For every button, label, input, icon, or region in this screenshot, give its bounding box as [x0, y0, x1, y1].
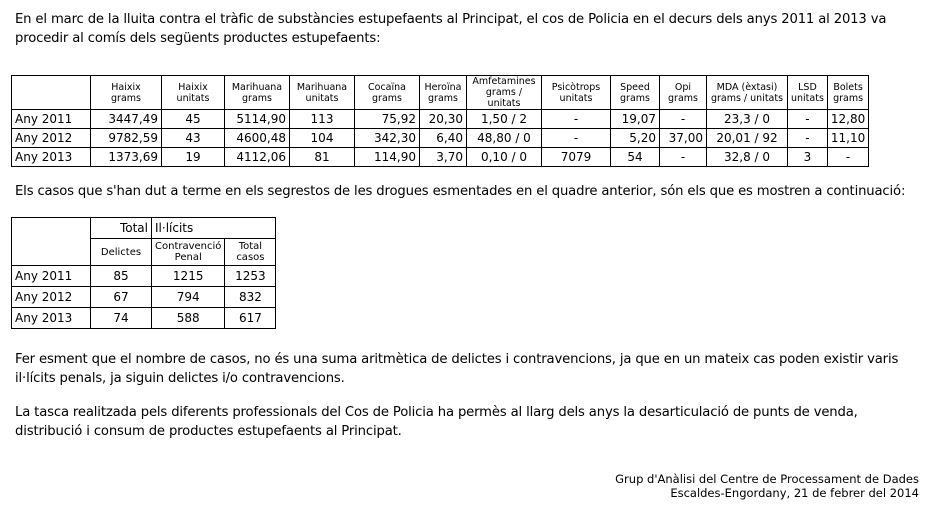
- table-cell: 20,01 / 92: [707, 129, 788, 148]
- table-cell: 85: [91, 266, 152, 287]
- col-header: Opi grams: [660, 76, 707, 110]
- table-row: [12, 129, 869, 148]
- corner-cell: [12, 218, 91, 266]
- table-row: [12, 148, 869, 167]
- table-cell: 19: [162, 148, 225, 167]
- footer-line-2: Escaldes-Engordany, 21 de febrer del 2014: [670, 486, 919, 500]
- col-header: Marihuana grams: [225, 76, 290, 110]
- table-cell: 4600,48: [225, 129, 290, 148]
- row-label: Any 2011: [12, 110, 91, 129]
- col-header-contravencio: Contravenció Penal: [152, 239, 225, 266]
- col-header: LSD unitats: [788, 76, 828, 110]
- col-header: MDA (èxtasi) grams / unitats: [707, 76, 788, 110]
- conclusion-paragraph: La tasca realitzada pels diferents professionals del Cos de Policia ha permès al llarg dels anys la desarticulació de punts de venda, distribució i consum de productes estupefaents al Principat.: [15, 405, 858, 439]
- table-cell: 113: [290, 110, 355, 129]
- table-cell: 32,8 / 0: [707, 148, 788, 167]
- group-header-illicit: Il·lícits: [152, 218, 276, 239]
- table-row: [12, 308, 276, 329]
- table-cell: 588: [152, 308, 225, 329]
- col-header: Psicòtrops unitats: [542, 76, 611, 110]
- col-header: Marihuana unitats: [290, 76, 355, 110]
- row-label: Any 2012: [12, 129, 91, 148]
- col-header: Haixix grams: [91, 76, 162, 110]
- col-header: Bolets grams: [827, 76, 868, 110]
- table-cell: 43: [162, 129, 225, 148]
- col-header: Cocaïna grams: [355, 76, 420, 110]
- col-header: Speed grams: [611, 76, 660, 110]
- table-cell: -: [542, 110, 611, 129]
- table-cell: 1215: [152, 266, 225, 287]
- col-header-delictes: Delictes: [91, 239, 152, 266]
- row-label: Any 2011: [12, 266, 91, 287]
- table-cell: -: [788, 110, 828, 129]
- row-label: Any 2013: [12, 148, 91, 167]
- table-cell: 5,20: [611, 129, 660, 148]
- footer-signature: [615, 472, 919, 500]
- table-cell: 20,30: [420, 110, 467, 129]
- seizures-table: [11, 75, 869, 167]
- footer-line-1: Grup d'Anàlisi del Centre de Processament de Dades: [615, 472, 919, 486]
- table-cell: 67: [91, 287, 152, 308]
- col-header-total-casos: Total casos: [225, 239, 276, 266]
- table-cell: 3,70: [420, 148, 467, 167]
- intro-paragraph: En el marc de la lluita contra el tràfic de substàncies estupefaents al Principat, el cos de Policia en el decurs dels anys 2011 al 2013 va procedir al comís dels següents productes estupefaents:: [15, 12, 887, 46]
- table-cell: 6,40: [420, 129, 467, 148]
- table-cell: -: [660, 148, 707, 167]
- table-cell: 3447,49: [91, 110, 162, 129]
- table-cell: 11,10: [827, 129, 868, 148]
- table-cell: 3: [788, 148, 828, 167]
- table-cell: 794: [152, 287, 225, 308]
- table-cell: 5114,90: [225, 110, 290, 129]
- note-paragraph: Fer esment que el nombre de casos, no és una suma aritmètica de delictes i contravencions, ja que en un mateix cas poden existir varis il·lícits penals, ja siguin delictes i/o contravencions.: [15, 352, 899, 386]
- seizures-header-row: [12, 76, 869, 110]
- table-cell: 54: [611, 148, 660, 167]
- table-cell: 832: [225, 287, 276, 308]
- table-cell: 4112,06: [225, 148, 290, 167]
- table-cell: -: [788, 129, 828, 148]
- cases-group-header-row: [12, 218, 276, 239]
- table-cell: 1,50 / 2: [467, 110, 542, 129]
- table-cell: 1373,69: [91, 148, 162, 167]
- table-cell: 104: [290, 129, 355, 148]
- col-header: Amfetamines grams / unitats: [467, 76, 542, 110]
- cases-intro-paragraph: Els casos que s'han dut a terme en els segrestos de les drogues esmentades en el quadre anterior, són els que es mostren a continuació:: [15, 184, 906, 199]
- col-header: Heroïna grams: [420, 76, 467, 110]
- table-row: [12, 266, 276, 287]
- table-cell: 81: [290, 148, 355, 167]
- table-cell: 617: [225, 308, 276, 329]
- table-cell: 0,10 / 0: [467, 148, 542, 167]
- corner-cell: [12, 76, 91, 110]
- table-cell: 342,30: [355, 129, 420, 148]
- row-label: Any 2012: [12, 287, 91, 308]
- table-cell: 48,80 / 0: [467, 129, 542, 148]
- cases-table: [11, 217, 276, 329]
- col-header: Haixix unitats: [162, 76, 225, 110]
- table-cell: 7079: [542, 148, 611, 167]
- table-cell: 19,07: [611, 110, 660, 129]
- table-cell: 114,90: [355, 148, 420, 167]
- table-cell: -: [827, 148, 868, 167]
- table-cell: 74: [91, 308, 152, 329]
- table-cell: 23,3 / 0: [707, 110, 788, 129]
- table-cell: 75,92: [355, 110, 420, 129]
- table-row: [12, 287, 276, 308]
- table-cell: 12,80: [827, 110, 868, 129]
- table-cell: -: [660, 110, 707, 129]
- group-header-total: Total: [91, 218, 152, 239]
- table-cell: 37,00: [660, 129, 707, 148]
- row-label: Any 2013: [12, 308, 91, 329]
- table-cell: 9782,59: [91, 129, 162, 148]
- table-cell: 1253: [225, 266, 276, 287]
- table-row: [12, 110, 869, 129]
- table-cell: 45: [162, 110, 225, 129]
- table-cell: -: [542, 129, 611, 148]
